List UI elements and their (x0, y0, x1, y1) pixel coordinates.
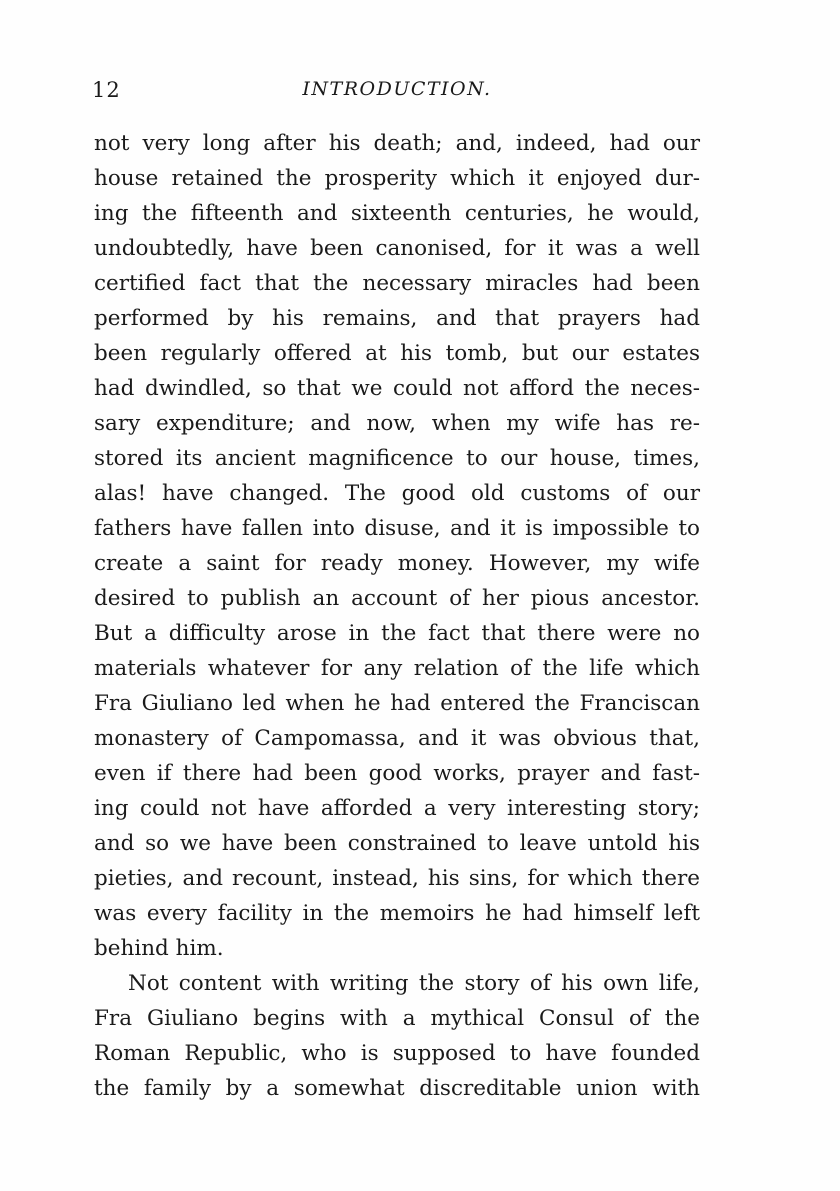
text-line: ing could not have afforded a very interesting story; (94, 796, 700, 821)
text-line: was every facility in the memoirs he had himself left (94, 901, 700, 926)
text-line: sary expenditure; and now, when my wife has re- (94, 411, 700, 436)
text-line: desired to publish an account of her pious ancestor. (94, 586, 700, 611)
text-line: materials whatever for any relation of the life which (94, 656, 700, 681)
text-line: But a difficulty arose in the fact that there were no (94, 621, 700, 646)
text-line: Fra Giuliano led when he had entered the Franciscan (94, 691, 700, 716)
text-line: pieties, and recount, instead, his sins, for which there (94, 866, 700, 891)
page-number: 12 (92, 78, 121, 102)
text-line: undoubtedly, have been canonised, for it was a well (94, 236, 700, 261)
text-line: even if there had been good works, prayer and fast- (94, 761, 700, 786)
text-line: alas! have changed. The good old customs of our (94, 481, 700, 506)
text-line: had dwindled, so that we could not afford the neces- (94, 376, 700, 401)
text-line: not very long after his death; and, indeed, had our (94, 131, 700, 156)
text-line: and so we have been constrained to leave untold his (94, 831, 700, 856)
text-line: ing the fifteenth and sixteenth centuries, he would, (94, 201, 700, 226)
paragraph-2 (94, 966, 700, 1106)
text-line: Not content with writing the story of his own life, (128, 971, 700, 996)
text-line: stored its ancient magnificence to our house, times, (94, 446, 700, 471)
text-line: the family by a somewhat discreditable union with (94, 1076, 700, 1101)
text-line: certified fact that the necessary miracles had been (94, 271, 700, 296)
text-line: performed by his remains, and that prayers had (94, 306, 700, 331)
text-line: behind him. (94, 936, 224, 961)
text-line: fathers have fallen into disuse, and it is impossible to (94, 516, 700, 541)
text-line: been regularly offered at his tomb, but our estates (94, 341, 700, 366)
paragraph-1 (94, 126, 700, 966)
text-line: house retained the prosperity which it enjoyed dur- (94, 166, 700, 191)
running-title: INTRODUCTION. (302, 78, 492, 100)
text-line: create a saint for ready money. However, my wife (94, 551, 700, 576)
text-line: monastery of Campomassa, and it was obvious that, (94, 726, 700, 751)
text-line: Fra Giuliano begins with a mythical Consul of the (94, 1006, 700, 1031)
running-head (92, 78, 702, 106)
body-text (94, 126, 700, 1106)
text-line: Roman Republic, who is supposed to have founded (94, 1041, 700, 1066)
